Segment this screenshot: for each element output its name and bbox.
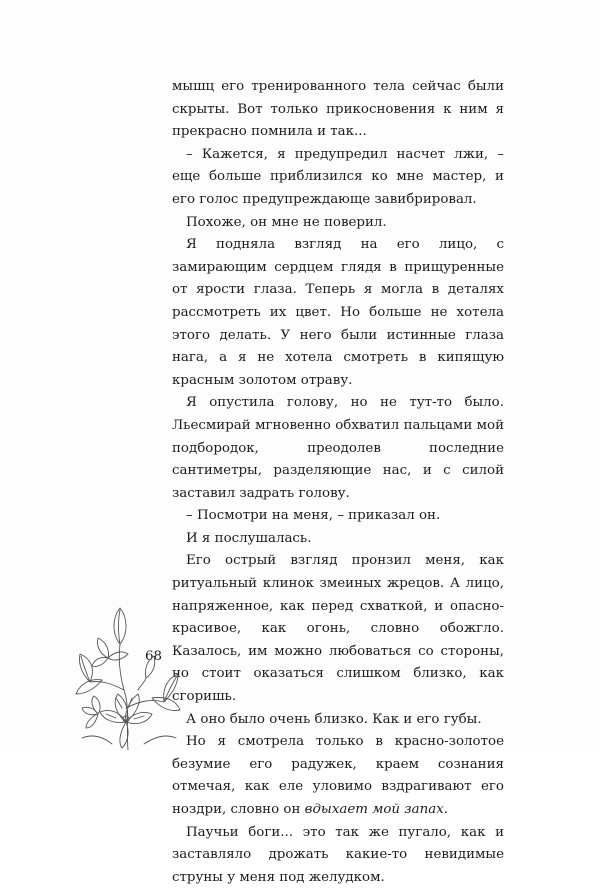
paragraph-1: мышц его тренированного тела сейчас были скрыты. Вот только прикосновения к ним я прекрасно помнила и так... [172,79,504,140]
paragraph-6: – Посмотри на меня, – приказал он. [186,508,441,524]
page-text [172,76,504,889]
paragraph-2: – Кажется, я предупредил насчет лжи, – еще больше приблизился ко мне мастер, и его голос предупреждающе завибрировал. [172,146,504,207]
paragraph-9: А оно было очень близко. Как и его губы. [186,711,482,727]
paragraph-7: И я послушалась. [186,530,312,546]
paragraph-10-italic: вдыхает мой запах. [304,802,449,817]
paragraph-8: Его острый взгляд пронзил меня, как ритуальный клинок змеиных жрецов. А лицо, напряженное, как перед схваткой, и опасно-красивое, как огонь, словно обожгло. Казалось, им можно любоваться со стороны, но стоит оказаться слишком близко, как сгоришь. [172,553,504,705]
paragraph-11: Паучьи боги... это так же пугало, как и заставляло дрожать какие-то невидимые струны у меня под желудком. [172,824,504,885]
floral-ornament-icon [72,598,184,750]
paragraph-10 [172,731,504,821]
paragraph-5: Я опустила голову, но не тут-то было. Льесмирай мгновенно обхватил пальцами мой подбородок, преодолев последние сантиметры, разделяющие нас, и с силой заставил задрать голову. [172,395,504,501]
paragraph-4: Я подняла взгляд на его лицо, с замирающим сердцем глядя в прищуренные от ярости глаза. Теперь я могла в деталях рассмотреть их цвет. Но больше не хотела этого делать. У него были истинные глаза нага, а я не хотела смотреть в кипящую красным золотом отраву. [172,237,504,388]
page-number: 68 [145,649,163,664]
paragraph-3: Похоже, он мне не поверил. [186,214,387,230]
paragraph-10-text: Но я смотрела только в красно-золотое безумие его радужек, краем сознания отмечая, как еле уловимо вздрагивают его ноздри, словно он [172,734,504,817]
